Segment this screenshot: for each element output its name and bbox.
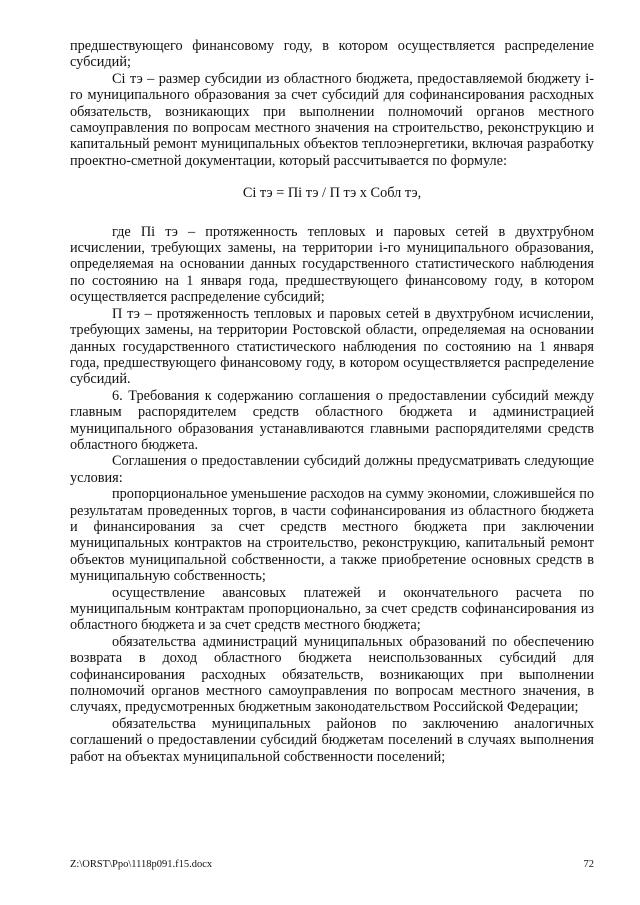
page-number: 72 xyxy=(583,859,594,870)
paragraph-pi-definition: где Пi тэ – протяженность тепловых и паровых сетей в двухтрубном исчислении, требующих замены, на территории i-го муниципального образования, определяемая на основании данных государственного статистического наблюдения по состоянию на 1 января года, предшествующего финансовому году, в котором осуществляется распределение субсидий; xyxy=(70,223,594,306)
paragraph-subsidy-definition: Сi тэ – размер субсидии из областного бюджета, предоставляемой бюджету i-го муниципального образования за счет субсидий для софинансирования расходных обязательств, возникающих при выполнении полномочий органов местного самоуправления по вопросам местного значения на строительство, реконструкцию и капитальный ремонт муниципальных объектов теплоэнергетики, включая разработку проектно-сметной документации, который рассчитывается по формуле: xyxy=(70,70,594,169)
paragraph-condition-reduction: пропорциональное уменьшение расходов на сумму экономии, сложившейся по результатам проведенных торгов, в части софинансирования из областного бюджета и финансирования за счет средств местного бюджета при заключении муниципальных контрактов на строительство, реконструкцию, капитальный ремонт объектов муниципальной собственности, а также приобретение основных средств в муниципальную собственность; xyxy=(70,486,594,585)
paragraph-agreement-conditions: Соглашения о предоставлении субсидий должны предусматривать следующие условия: xyxy=(70,453,594,486)
paragraph-continuation: предшествующего финансовому году, в котором осуществляется распределение субсидий; xyxy=(70,38,594,71)
paragraph-condition-return-obligations: обязательства администраций муниципальных образований по обеспечению возврата в доход областного бюджета неиспользованных субсидий для софинансирования расходных обязательств, возникающих при выполнении полномочий органов местного самоуправления по вопросам местного значения, в случаях, предусмотренных бюджетным законодательством Российской Федерации; xyxy=(70,633,594,716)
formula: Сi тэ = Пi тэ / П тэ х Собл тэ, xyxy=(242,185,422,202)
paragraph-item-6: 6. Требования к содержанию соглашения о предоставлении субсидий между главным распорядителем средств областного бюджета и администрацией муниципального образования устанавливаются главными распорядителями средств областного бюджета. xyxy=(70,387,594,453)
document-body xyxy=(70,38,594,765)
file-path: Z:\ORST\Ppo\1118p091.f15.docx xyxy=(70,859,213,870)
paragraph-p-definition: П тэ – протяженность тепловых и паровых сетей в двухтрубном исчислении, требующих замены, на территории Ростовской области, определяемая на основании данных государственного статистического наблюдения по состоянию на 1 января года, предшествующего финансовому году, в котором осуществляется распределение субсидий. xyxy=(70,305,594,388)
paragraph-condition-district-agreements: обязательства муниципальных районов по заключению аналогичных соглашений о предоставлении субсидий бюджетам поселений в случаях выполнения работ на объектах муниципальной собственности поселений; xyxy=(70,715,594,765)
paragraph-condition-advance-payments: осуществление авансовых платежей и окончательного расчета по муниципальным контрактам пропорционально, за счет средств софинансирования из областного бюджета и за счет средств местного бюджета; xyxy=(70,584,594,634)
page-footer xyxy=(70,858,594,872)
